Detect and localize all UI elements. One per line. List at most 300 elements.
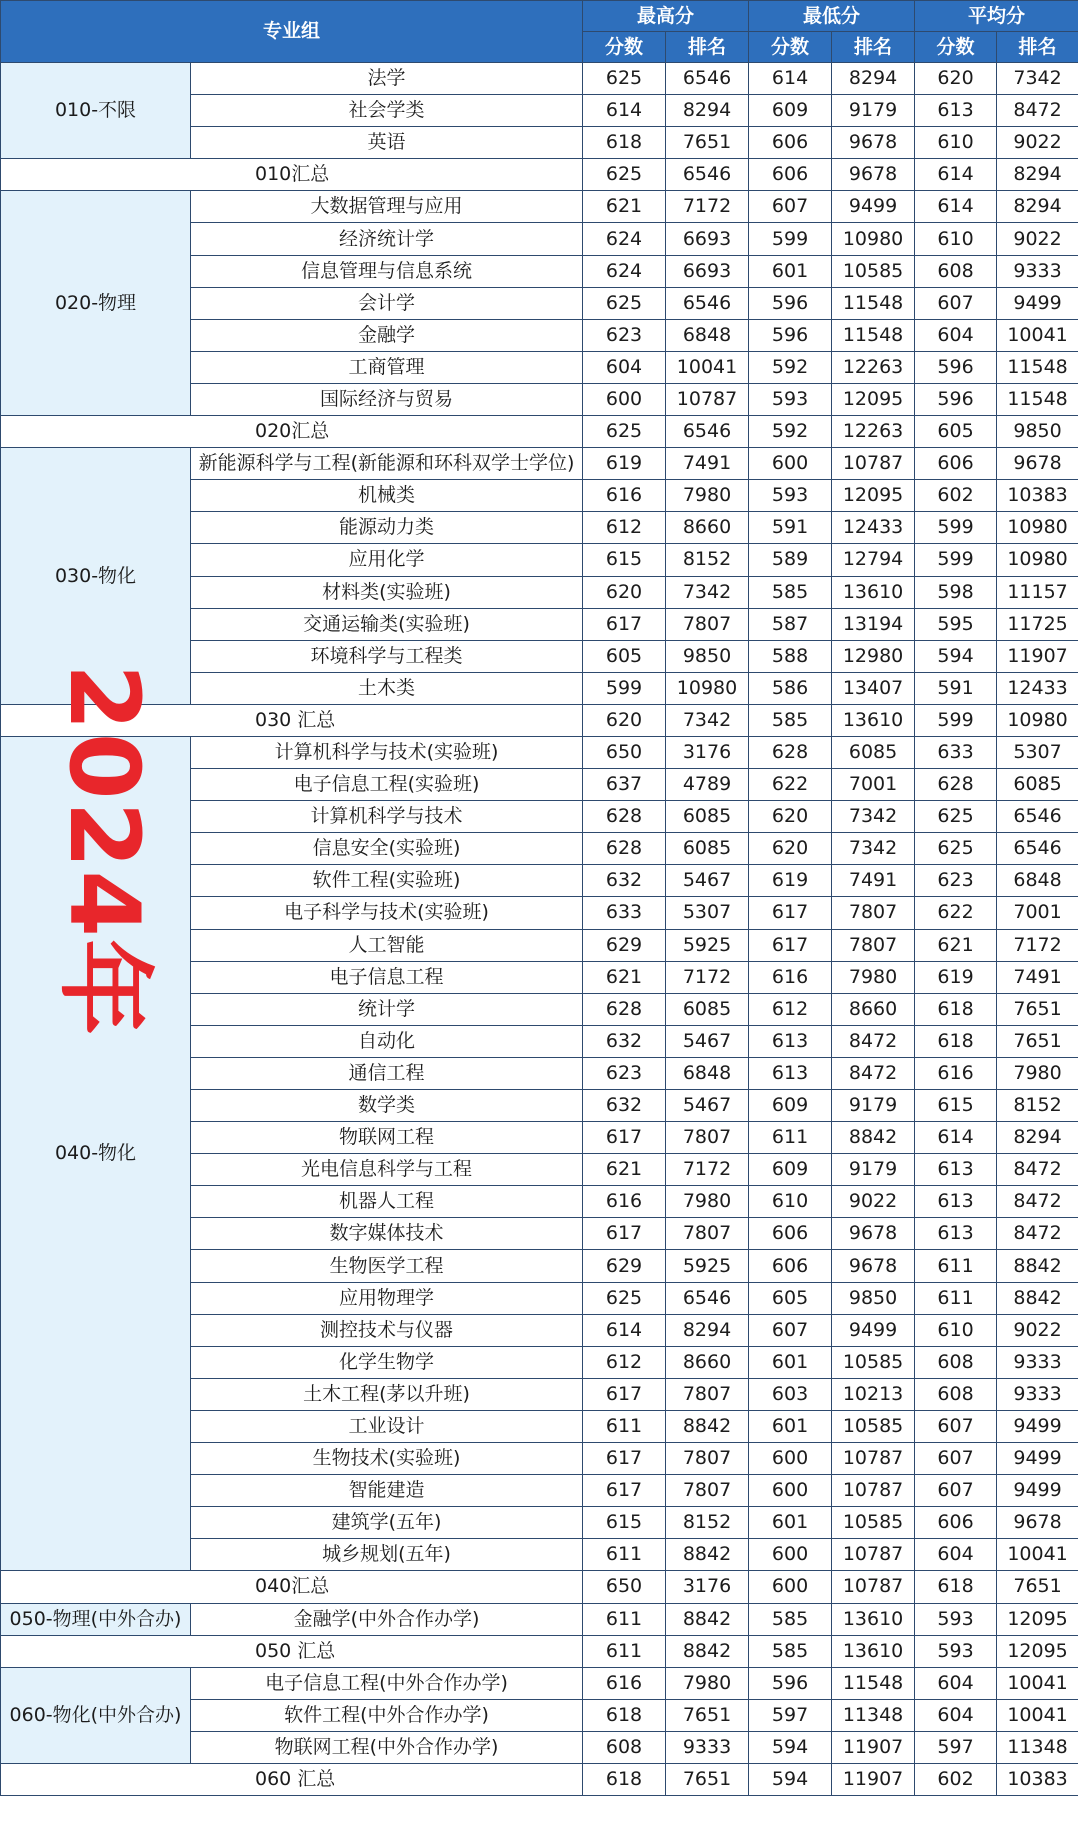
score-cell: 616 — [583, 1186, 666, 1218]
score-cell: 6546 — [666, 63, 749, 95]
score-cell: 606 — [749, 127, 832, 159]
score-cell: 9333 — [666, 1731, 749, 1763]
score-cell: 632 — [583, 1025, 666, 1057]
score-cell: 13194 — [832, 608, 915, 640]
score-cell: 597 — [749, 1699, 832, 1731]
score-cell: 594 — [749, 1731, 832, 1763]
score-cell: 618 — [915, 993, 997, 1025]
major-name: 电子信息工程(中外合作办学) — [191, 1667, 583, 1699]
major-name: 机械类 — [191, 480, 583, 512]
major-name: 金融学(中外合作办学) — [191, 1603, 583, 1635]
score-cell: 629 — [583, 1250, 666, 1282]
score-cell: 602 — [915, 480, 997, 512]
score-cell: 11907 — [997, 640, 1078, 672]
score-cell: 9022 — [832, 1186, 915, 1218]
group-label: 050-物理(中外合办) — [1, 1603, 191, 1635]
score-cell: 10041 — [997, 319, 1078, 351]
score-cell: 7651 — [997, 1025, 1078, 1057]
major-name: 建筑学(五年) — [191, 1507, 583, 1539]
score-cell: 10585 — [832, 1410, 915, 1442]
score-cell: 600 — [749, 1539, 832, 1571]
year-watermark-text: 2024年 — [48, 663, 161, 1037]
score-cell: 596 — [749, 1667, 832, 1699]
score-cell: 12794 — [832, 544, 915, 576]
score-cell: 598 — [915, 576, 997, 608]
summary-cell: 600 — [749, 1571, 832, 1603]
score-cell: 7491 — [997, 961, 1078, 993]
score-cell: 7491 — [832, 865, 915, 897]
score-cell: 613 — [915, 95, 997, 127]
score-cell: 601 — [749, 1346, 832, 1378]
score-cell: 8660 — [666, 512, 749, 544]
score-cell: 586 — [749, 672, 832, 704]
score-cell: 11548 — [832, 319, 915, 351]
major-name: 环境科学与工程类 — [191, 640, 583, 672]
score-cell: 616 — [749, 961, 832, 993]
score-cell: 10787 — [832, 1475, 915, 1507]
score-cell: 607 — [749, 191, 832, 223]
major-name: 交通运输类(实验班) — [191, 608, 583, 640]
score-cell: 10980 — [666, 672, 749, 704]
summary-cell: 8294 — [997, 159, 1078, 191]
score-cell: 625 — [915, 801, 997, 833]
score-cell: 10787 — [832, 1539, 915, 1571]
score-cell: 617 — [583, 608, 666, 640]
score-cell: 8842 — [997, 1282, 1078, 1314]
score-cell: 617 — [583, 1218, 666, 1250]
score-cell: 10041 — [997, 1699, 1078, 1731]
score-cell: 7807 — [666, 1443, 749, 1475]
score-cell: 625 — [583, 287, 666, 319]
major-name: 电子信息工程 — [191, 961, 583, 993]
score-cell: 609 — [749, 1154, 832, 1186]
score-cell: 8842 — [997, 1250, 1078, 1282]
score-cell: 612 — [749, 993, 832, 1025]
score-cell: 620 — [749, 833, 832, 865]
major-name: 测控技术与仪器 — [191, 1314, 583, 1346]
score-cell: 610 — [915, 223, 997, 255]
score-cell: 628 — [915, 769, 997, 801]
score-cell: 609 — [749, 95, 832, 127]
summary-cell: 618 — [915, 1571, 997, 1603]
score-cell: 9333 — [997, 1346, 1078, 1378]
score-cell: 613 — [915, 1154, 997, 1186]
major-name: 生物医学工程 — [191, 1250, 583, 1282]
score-cell: 607 — [749, 1314, 832, 1346]
score-cell: 606 — [749, 1250, 832, 1282]
score-cell: 9499 — [832, 191, 915, 223]
score-cell: 9499 — [997, 287, 1078, 319]
major-name: 智能建造 — [191, 1475, 583, 1507]
score-cell: 7342 — [832, 833, 915, 865]
major-name: 信息管理与信息系统 — [191, 255, 583, 287]
score-cell: 7342 — [666, 576, 749, 608]
header-max-score: 最高分 — [583, 1, 749, 32]
score-cell: 10585 — [832, 255, 915, 287]
major-name: 社会学类 — [191, 95, 583, 127]
major-name: 化学生物学 — [191, 1346, 583, 1378]
score-cell: 601 — [749, 255, 832, 287]
table-row — [1, 1667, 1078, 1699]
score-cell: 622 — [915, 897, 997, 929]
score-cell: 9850 — [832, 1282, 915, 1314]
major-name: 土木工程(茅以升班) — [191, 1378, 583, 1410]
score-cell: 625 — [583, 1282, 666, 1314]
score-cell: 633 — [583, 897, 666, 929]
summary-cell: 11907 — [832, 1763, 915, 1795]
score-cell: 613 — [749, 1025, 832, 1057]
score-cell: 6693 — [666, 255, 749, 287]
score-cell: 604 — [915, 1699, 997, 1731]
score-cell: 7807 — [666, 1475, 749, 1507]
score-cell: 606 — [915, 448, 997, 480]
header-min-score: 最低分 — [749, 1, 915, 32]
score-cell: 614 — [915, 1122, 997, 1154]
score-cell: 599 — [583, 672, 666, 704]
score-cell: 13610 — [832, 1603, 915, 1635]
header-max-score-rank: 排名 — [666, 32, 749, 63]
major-name: 工业设计 — [191, 1410, 583, 1442]
score-cell: 605 — [583, 640, 666, 672]
score-cell: 624 — [583, 223, 666, 255]
score-cell: 611 — [583, 1410, 666, 1442]
score-cell: 619 — [583, 448, 666, 480]
score-cell: 6693 — [666, 223, 749, 255]
summary-cell: 12095 — [997, 1635, 1078, 1667]
summary-cell: 10383 — [997, 1763, 1078, 1795]
score-cell: 614 — [583, 95, 666, 127]
score-cell: 616 — [583, 1667, 666, 1699]
score-cell: 604 — [915, 319, 997, 351]
score-cell: 610 — [749, 1186, 832, 1218]
score-cell: 608 — [915, 255, 997, 287]
score-cell: 623 — [583, 1057, 666, 1089]
score-cell: 621 — [583, 1154, 666, 1186]
summary-row — [1, 704, 1078, 736]
score-cell: 7807 — [832, 929, 915, 961]
score-cell: 617 — [583, 1443, 666, 1475]
group-label: 020-物理 — [1, 191, 191, 416]
score-cell: 623 — [583, 319, 666, 351]
summary-cell: 9850 — [997, 416, 1078, 448]
score-cell: 596 — [749, 287, 832, 319]
major-name: 物联网工程 — [191, 1122, 583, 1154]
score-cell: 9333 — [997, 255, 1078, 287]
score-cell: 5467 — [666, 1090, 749, 1122]
major-name: 通信工程 — [191, 1057, 583, 1089]
score-cell: 11348 — [997, 1731, 1078, 1763]
major-name: 计算机科学与技术 — [191, 801, 583, 833]
score-cell: 10980 — [997, 544, 1078, 576]
major-name: 电子信息工程(实验班) — [191, 769, 583, 801]
summary-row — [1, 1763, 1078, 1795]
header-group-col: 专业组 — [1, 1, 583, 63]
score-cell: 637 — [583, 769, 666, 801]
group-label: 040-物化 — [1, 736, 191, 1570]
major-name: 国际经济与贸易 — [191, 383, 583, 415]
score-cell: 6546 — [997, 833, 1078, 865]
score-cell: 628 — [583, 801, 666, 833]
score-cell: 8472 — [997, 1154, 1078, 1186]
score-cell: 589 — [749, 544, 832, 576]
score-cell: 12095 — [832, 480, 915, 512]
score-cell: 6848 — [997, 865, 1078, 897]
score-cell: 7172 — [997, 929, 1078, 961]
score-cell: 7807 — [832, 897, 915, 929]
score-cell: 11157 — [997, 576, 1078, 608]
score-cell: 632 — [583, 865, 666, 897]
score-cell: 4789 — [666, 769, 749, 801]
score-cell: 7807 — [666, 1378, 749, 1410]
major-name: 自动化 — [191, 1025, 583, 1057]
score-cell: 608 — [915, 1346, 997, 1378]
score-cell: 8294 — [997, 1122, 1078, 1154]
score-cell: 607 — [915, 1410, 997, 1442]
summary-label: 040汇总 — [1, 1571, 583, 1603]
score-cell: 5467 — [666, 1025, 749, 1057]
summary-cell: 6546 — [666, 159, 749, 191]
score-cell: 11548 — [997, 383, 1078, 415]
score-cell: 7001 — [832, 769, 915, 801]
score-cell: 6848 — [666, 1057, 749, 1089]
major-name: 统计学 — [191, 993, 583, 1025]
summary-cell: 650 — [583, 1571, 666, 1603]
score-cell: 6546 — [666, 287, 749, 319]
score-cell: 6546 — [666, 1282, 749, 1314]
score-cell: 8294 — [997, 191, 1078, 223]
score-cell: 606 — [749, 1218, 832, 1250]
score-cell: 11548 — [832, 1667, 915, 1699]
score-cell: 7980 — [832, 961, 915, 993]
score-cell: 601 — [749, 1507, 832, 1539]
major-name: 生物技术(实验班) — [191, 1443, 583, 1475]
score-cell: 619 — [915, 961, 997, 993]
major-name: 能源动力类 — [191, 512, 583, 544]
score-cell: 614 — [915, 191, 997, 223]
score-cell: 620 — [583, 576, 666, 608]
major-name: 应用物理学 — [191, 1282, 583, 1314]
summary-cell: 7651 — [666, 1763, 749, 1795]
score-cell: 616 — [915, 1057, 997, 1089]
score-cell: 9499 — [832, 1314, 915, 1346]
summary-cell: 606 — [749, 159, 832, 191]
score-cell: 5467 — [666, 865, 749, 897]
score-cell: 10585 — [832, 1507, 915, 1539]
score-cell: 8842 — [832, 1122, 915, 1154]
header-min-score-rank: 排名 — [832, 32, 915, 63]
group-label: 030-物化 — [1, 448, 191, 705]
summary-cell: 618 — [583, 1763, 666, 1795]
score-cell: 9499 — [997, 1410, 1078, 1442]
score-cell: 6848 — [666, 319, 749, 351]
score-cell: 7807 — [666, 1218, 749, 1250]
major-name: 材料类(实验班) — [191, 576, 583, 608]
summary-cell: 6546 — [666, 416, 749, 448]
score-cell: 11348 — [832, 1699, 915, 1731]
score-cell: 616 — [583, 480, 666, 512]
score-cell: 8472 — [997, 1186, 1078, 1218]
score-cell: 7342 — [832, 801, 915, 833]
score-cell: 606 — [915, 1507, 997, 1539]
score-cell: 596 — [749, 319, 832, 351]
score-cell: 628 — [583, 993, 666, 1025]
score-cell: 11907 — [832, 1731, 915, 1763]
score-cell: 9333 — [997, 1378, 1078, 1410]
score-cell: 607 — [915, 1443, 997, 1475]
score-cell: 593 — [915, 1603, 997, 1635]
major-name: 计算机科学与技术(实验班) — [191, 736, 583, 768]
summary-cell: 625 — [583, 416, 666, 448]
score-cell: 609 — [749, 1090, 832, 1122]
score-cell: 594 — [915, 640, 997, 672]
major-name: 英语 — [191, 127, 583, 159]
score-cell: 611 — [749, 1122, 832, 1154]
score-cell: 601 — [749, 1410, 832, 1442]
score-cell: 8152 — [666, 1507, 749, 1539]
score-cell: 620 — [915, 63, 997, 95]
score-cell: 12095 — [997, 1603, 1078, 1635]
score-cell: 7980 — [666, 1186, 749, 1218]
score-cell: 608 — [583, 1731, 666, 1763]
summary-cell: 594 — [749, 1763, 832, 1795]
score-cell: 12263 — [832, 351, 915, 383]
header-avg-score-rank: 排名 — [997, 32, 1078, 63]
score-cell: 632 — [583, 1090, 666, 1122]
header-min-score-score: 分数 — [749, 32, 832, 63]
score-cell: 617 — [583, 1378, 666, 1410]
score-cell: 624 — [583, 255, 666, 287]
summary-cell: 602 — [915, 1763, 997, 1795]
table-body — [1, 63, 1078, 1796]
score-cell: 10383 — [997, 480, 1078, 512]
summary-row — [1, 159, 1078, 191]
summary-cell: 8842 — [666, 1635, 749, 1667]
table-row — [1, 1603, 1078, 1635]
score-cell: 623 — [915, 865, 997, 897]
score-cell: 585 — [749, 576, 832, 608]
score-cell: 599 — [915, 512, 997, 544]
score-cell: 9022 — [997, 223, 1078, 255]
summary-cell: 592 — [749, 416, 832, 448]
score-cell: 9179 — [832, 1154, 915, 1186]
score-cell: 10980 — [997, 512, 1078, 544]
score-cell: 611 — [915, 1282, 997, 1314]
score-cell: 600 — [749, 1443, 832, 1475]
score-cell: 619 — [749, 865, 832, 897]
score-cell: 11548 — [832, 287, 915, 319]
major-name: 信息安全(实验班) — [191, 833, 583, 865]
score-cell: 6085 — [666, 801, 749, 833]
summary-cell: 13610 — [832, 704, 915, 736]
score-cell: 10041 — [666, 351, 749, 383]
score-cell: 9179 — [832, 1090, 915, 1122]
score-cell: 591 — [915, 672, 997, 704]
major-name: 金融学 — [191, 319, 583, 351]
score-cell: 9022 — [997, 127, 1078, 159]
score-cell: 12980 — [832, 640, 915, 672]
score-cell: 8294 — [832, 63, 915, 95]
score-cell: 6546 — [997, 801, 1078, 833]
score-cell: 617 — [583, 1475, 666, 1507]
major-name: 大数据管理与应用 — [191, 191, 583, 223]
score-cell: 8152 — [666, 544, 749, 576]
summary-cell: 7651 — [997, 1571, 1078, 1603]
score-cell: 13610 — [832, 576, 915, 608]
score-cell: 610 — [915, 127, 997, 159]
score-cell: 7807 — [666, 1122, 749, 1154]
summary-cell: 625 — [583, 159, 666, 191]
score-cell: 11548 — [997, 351, 1078, 383]
score-cell: 600 — [749, 1475, 832, 1507]
major-name: 应用化学 — [191, 544, 583, 576]
score-cell: 8842 — [666, 1410, 749, 1442]
major-name: 会计学 — [191, 287, 583, 319]
score-cell: 617 — [583, 1122, 666, 1154]
summary-cell: 585 — [749, 704, 832, 736]
score-cell: 613 — [749, 1057, 832, 1089]
summary-cell: 7342 — [666, 704, 749, 736]
group-label: 010-不限 — [1, 63, 191, 159]
score-cell: 607 — [915, 1475, 997, 1507]
score-cell: 621 — [915, 929, 997, 961]
score-cell: 5925 — [666, 1250, 749, 1282]
score-cell: 7980 — [666, 1667, 749, 1699]
score-cell: 596 — [915, 351, 997, 383]
score-cell: 633 — [915, 736, 997, 768]
score-cell: 10585 — [832, 1346, 915, 1378]
score-cell: 7651 — [666, 127, 749, 159]
score-cell: 603 — [749, 1378, 832, 1410]
score-cell: 650 — [583, 736, 666, 768]
score-cell: 612 — [583, 512, 666, 544]
header-max-score-score: 分数 — [583, 32, 666, 63]
score-cell: 9678 — [832, 1218, 915, 1250]
score-cell: 588 — [749, 640, 832, 672]
summary-cell: 10980 — [997, 704, 1078, 736]
table-row — [1, 448, 1078, 480]
score-cell: 8660 — [666, 1346, 749, 1378]
score-cell: 615 — [583, 544, 666, 576]
score-cell: 611 — [583, 1603, 666, 1635]
score-cell: 591 — [749, 512, 832, 544]
score-cell: 625 — [583, 63, 666, 95]
summary-label: 010汇总 — [1, 159, 583, 191]
score-cell: 7651 — [997, 993, 1078, 1025]
score-cell: 621 — [583, 191, 666, 223]
score-cell: 593 — [749, 383, 832, 415]
score-cell: 7172 — [666, 191, 749, 223]
score-cell: 7342 — [997, 63, 1078, 95]
table-row — [1, 191, 1078, 223]
major-name: 新能源科学与工程(新能源和环科双学士学位) — [191, 448, 583, 480]
major-name: 工商管理 — [191, 351, 583, 383]
score-cell: 628 — [583, 833, 666, 865]
score-cell: 9179 — [832, 95, 915, 127]
major-name: 数字媒体技术 — [191, 1218, 583, 1250]
score-cell: 618 — [583, 1699, 666, 1731]
score-cell: 10787 — [832, 448, 915, 480]
score-cell: 9678 — [832, 127, 915, 159]
major-name: 光电信息科学与工程 — [191, 1154, 583, 1186]
score-cell: 615 — [915, 1090, 997, 1122]
score-cell: 10787 — [832, 1443, 915, 1475]
score-cell: 10041 — [997, 1667, 1078, 1699]
score-cell: 8472 — [997, 1218, 1078, 1250]
score-cell: 8152 — [997, 1090, 1078, 1122]
summary-cell: 614 — [915, 159, 997, 191]
score-cell: 618 — [583, 127, 666, 159]
summary-label: 050 汇总 — [1, 1635, 583, 1667]
